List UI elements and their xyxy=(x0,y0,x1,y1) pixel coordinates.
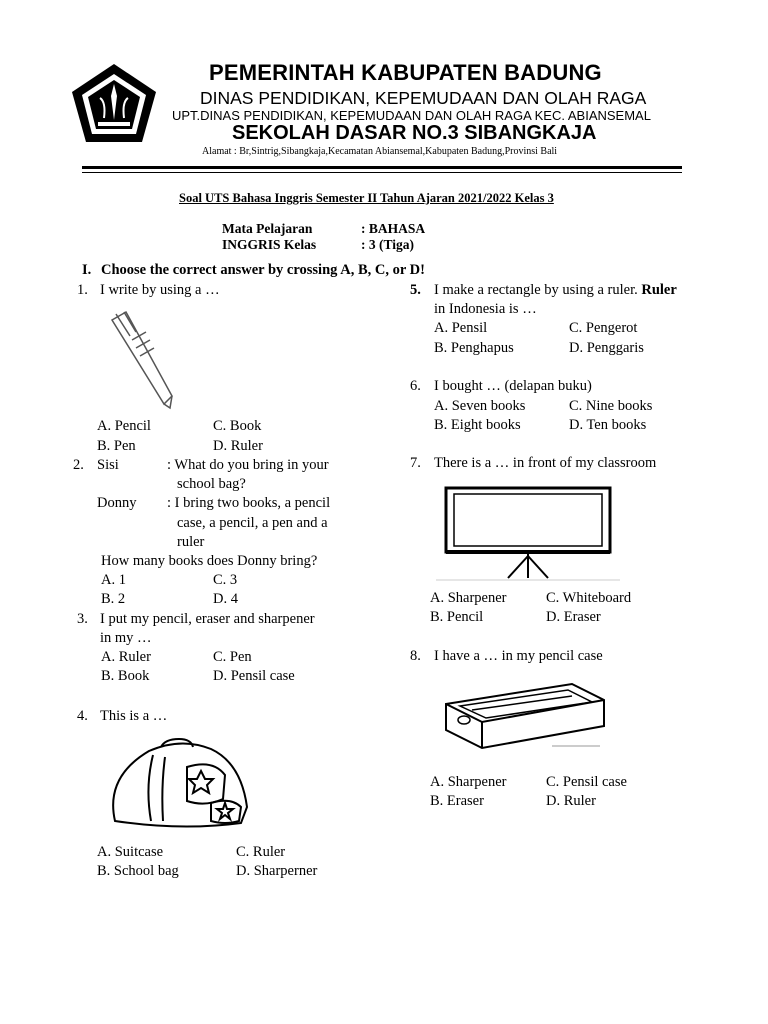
whiteboard-illustration xyxy=(436,486,620,582)
class-label: INGGRIS Kelas xyxy=(222,237,317,252)
q1-option-c[interactable]: C. Book xyxy=(213,418,262,434)
q2-line-1b: school bag? xyxy=(177,476,246,492)
q3-option-a[interactable]: A. Ruler xyxy=(101,649,151,665)
q7-number: 7. xyxy=(410,455,421,471)
q7-option-a[interactable]: A. Sharpener xyxy=(430,590,507,606)
q2-option-a[interactable]: A. 1 xyxy=(101,572,126,588)
q6-option-b[interactable]: B. Eight books xyxy=(434,417,521,433)
q4-option-a[interactable]: A. Suitcase xyxy=(97,844,164,860)
q4-number: 4. xyxy=(77,708,88,724)
badung-regency-logo xyxy=(70,62,158,144)
q8-option-b[interactable]: B. Eraser xyxy=(430,793,484,809)
q2-option-b[interactable]: B. 2 xyxy=(101,591,126,607)
q6-number: 6. xyxy=(410,378,421,394)
q4-option-b[interactable]: B. School bag xyxy=(97,863,179,879)
q3-number: 3. xyxy=(77,611,88,627)
q5-option-a[interactable]: A. Pensil xyxy=(434,320,488,336)
q1-number: 1. xyxy=(77,282,88,298)
q6-option-d[interactable]: D. Ten books xyxy=(569,417,647,433)
q5-text-line1 xyxy=(434,281,677,300)
subject-label: Mata Pelajaran xyxy=(222,221,313,236)
exam-title: Soal UTS Bahasa Inggris Semester II Tahun Ajaran 2021/2022 Kelas 3 xyxy=(179,191,554,205)
q8-text: I have a … in my pencil case xyxy=(434,648,603,664)
school-bag-illustration xyxy=(101,737,249,833)
pen-illustration xyxy=(102,306,178,410)
department-name: DINAS PENDIDIKAN, KEPEMUDAAN DAN OLAH RAGA xyxy=(200,88,647,108)
q8-option-c[interactable]: C. Pensil case xyxy=(546,774,627,790)
q7-option-d[interactable]: D. Eraser xyxy=(546,609,601,625)
q2-line-2c: ruler xyxy=(177,534,205,550)
section-instruction: Choose the correct answer by crossing A, B, C, or D! xyxy=(101,262,425,278)
q2-option-d[interactable]: D. 4 xyxy=(213,591,238,607)
q2-line-2b: case, a pencil, a pen and a xyxy=(177,515,328,531)
section-number: I. xyxy=(82,262,92,278)
q4-option-c[interactable]: C. Ruler xyxy=(236,844,286,860)
school-address: Alamat : Br,Sintrig,Sibangkaja,Kecamatan Abiansemal,Kabupaten Badung,Provinsi Bali xyxy=(202,146,558,157)
q7-option-c[interactable]: C. Whiteboard xyxy=(546,590,632,606)
q8-option-d[interactable]: D. Ruler xyxy=(546,793,596,809)
q5-text-line2: in Indonesia is … xyxy=(434,301,537,317)
q5-text-main: I make a rectangle by using a ruler. xyxy=(434,282,638,298)
q6-option-a[interactable]: A. Seven books xyxy=(434,398,526,414)
q5-number: 5. xyxy=(410,282,421,298)
government-title: PEMERINTAH KABUPATEN BADUNG xyxy=(209,60,602,85)
class-value: : 3 (Tiga) xyxy=(361,237,414,252)
q2-speaker-donny: Donny xyxy=(97,495,137,511)
q1-option-a[interactable]: A. Pencil xyxy=(97,418,151,434)
q1-option-d[interactable]: D. Ruler xyxy=(213,438,263,454)
q7-text: There is a … in front of my classroom xyxy=(434,455,657,471)
q2-number: 2. xyxy=(73,457,84,473)
q7-option-b[interactable]: B. Pencil xyxy=(430,609,484,625)
q4-option-d[interactable]: D. Sharperner xyxy=(236,863,318,879)
q3-option-b[interactable]: B. Book xyxy=(101,668,150,684)
q5-option-d[interactable]: D. Penggaris xyxy=(569,340,644,356)
q2-line-1a: : What do you bring in your xyxy=(167,457,329,473)
q6-option-c[interactable]: C. Nine books xyxy=(569,398,653,414)
school-name: SEKOLAH DASAR NO.3 SIBANGKAJA xyxy=(232,122,597,144)
q2-option-c[interactable]: C. 3 xyxy=(213,572,238,588)
q6-text: I bought … (delapan buku) xyxy=(434,378,592,394)
upt-name: UPT.DINAS PENDIDIKAN, KEPEMUDAAN DAN OLAH RAGA KEC. ABIANSEMAL xyxy=(172,108,651,123)
q8-number: 8. xyxy=(410,648,421,664)
q1-text: I write by using a … xyxy=(100,282,220,298)
q3-text-line1: I put my pencil, eraser and sharpener xyxy=(100,611,315,627)
q8-option-a[interactable]: A. Sharpener xyxy=(430,774,507,790)
q2-question: How many books does Donny bring? xyxy=(101,553,318,569)
q5-text-bold: Ruler xyxy=(641,282,677,298)
header-divider-thick xyxy=(82,166,682,169)
q5-option-b[interactable]: B. Penghapus xyxy=(434,340,514,356)
q2-speaker-sisi: Sisi xyxy=(97,457,119,473)
pencil-case-illustration xyxy=(442,680,608,756)
header-divider-thin xyxy=(82,172,682,173)
q3-option-d[interactable]: D. Pensil case xyxy=(213,668,295,684)
q2-line-2a: : I bring two books, a pencil xyxy=(167,495,331,511)
q4-text: This is a … xyxy=(100,708,168,724)
q3-text-line2: in my … xyxy=(100,630,152,646)
q5-option-c[interactable]: C. Pengerot xyxy=(569,320,638,336)
subject-value: : BAHASA xyxy=(361,221,426,236)
q1-option-b[interactable]: B. Pen xyxy=(97,438,136,454)
q3-option-c[interactable]: C. Pen xyxy=(213,649,252,665)
